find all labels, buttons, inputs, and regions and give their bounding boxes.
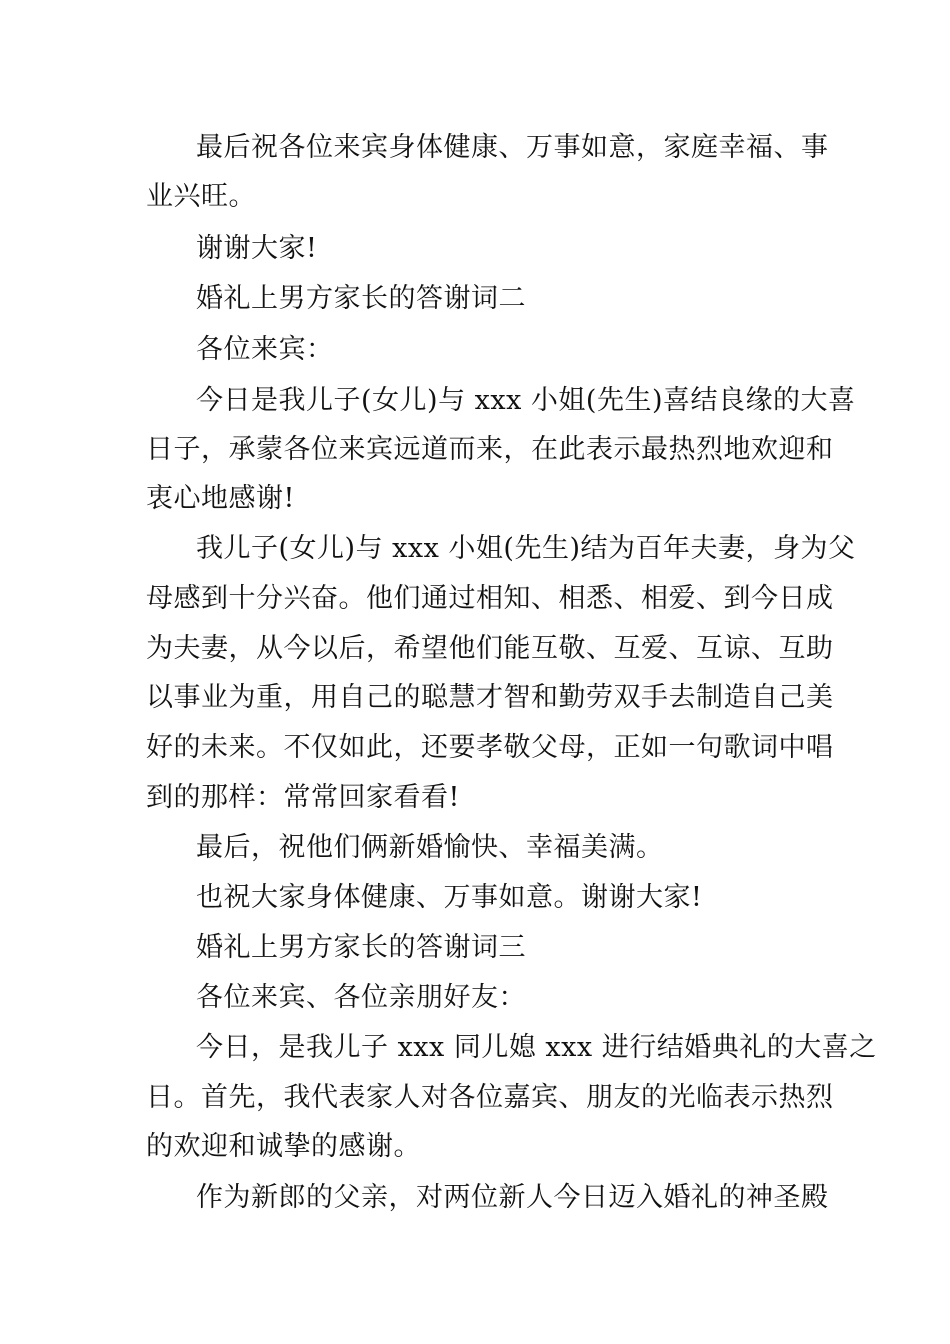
text-line: 日。首先，我代表家人对各位嘉宾、朋友的光临表示热烈 <box>146 1082 834 1113</box>
text-line: 业兴旺。 <box>146 181 256 212</box>
text-line: 最后，祝他们俩新婚愉快、幸福美满。 <box>196 832 664 863</box>
text-line: 到的那样：常常回家看看! <box>146 782 460 813</box>
text-line: 衷心地感谢! <box>146 483 295 514</box>
text-line: 的欢迎和诚挚的感谢。 <box>146 1131 421 1162</box>
salutation: 各位来宾： <box>196 334 334 365</box>
text-line: 谢谢大家! <box>196 233 318 264</box>
text-line: 也祝大家身体健康、万事如意。谢谢大家! <box>196 882 703 913</box>
salutation: 各位来宾、各位亲朋好友： <box>196 982 526 1013</box>
section-heading: 婚礼上男方家长的答谢词二 <box>196 283 526 314</box>
text-line: 我儿子(女儿)与 xxx 小姐(先生)结为百年夫妻，身为父 <box>196 533 856 564</box>
text-line: 今日，是我儿子 xxx 同儿媳 xxx 进行结婚典礼的大喜之 <box>196 1032 877 1063</box>
text-line: 以事业为重，用自己的聪慧才智和勤劳双手去制造自己美 <box>146 682 834 713</box>
text-line: 最后祝各位来宾身体健康、万事如意，家庭幸福、事 <box>196 132 829 163</box>
text-line: 母感到十分兴奋。他们通过相知、相悉、相爱、到今日成 <box>146 583 834 614</box>
section-heading: 婚礼上男方家长的答谢词三 <box>196 932 526 963</box>
text-line: 今日是我儿子(女儿)与 xxx 小姐(先生)喜结良缘的大喜 <box>196 385 856 416</box>
text-line: 日子，承蒙各位来宾远道而来，在此表示最热烈地欢迎和 <box>146 434 834 465</box>
text-line: 好的未来。不仅如此，还要孝敬父母，正如一句歌词中唱 <box>146 732 834 763</box>
text-line: 作为新郎的父亲，对两位新人今日迈入婚礼的神圣殿 <box>196 1182 829 1213</box>
text-line: 为夫妻，从今以后，希望他们能互敬、互爱、互谅、互助 <box>146 633 834 664</box>
